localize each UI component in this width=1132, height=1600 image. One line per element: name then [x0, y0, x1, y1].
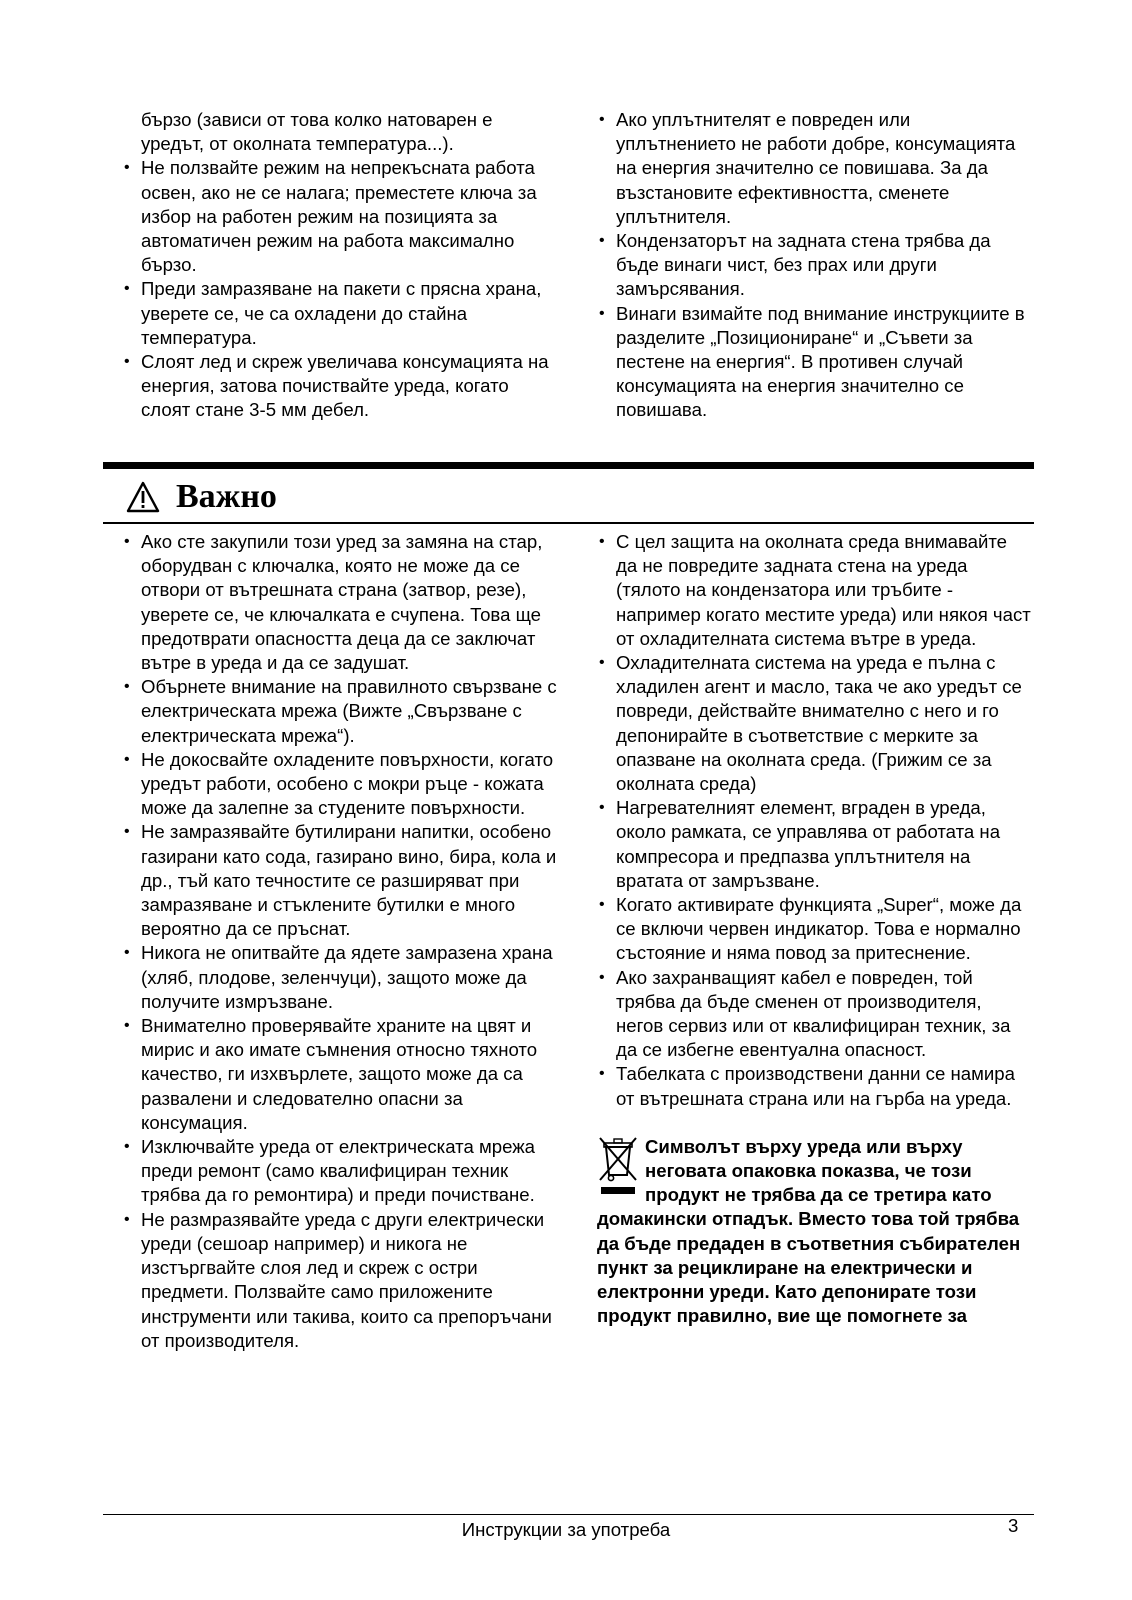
- page-number: 3: [1008, 1515, 1019, 1536]
- weee-text: Символът върху уреда или върху неговата опаковка показва, че този продукт не трябва да се третира като домакински отпадък. Вместо това той трябва да бъде предаден в съответния събирателен пункт за рециклиране на електрически и електронни уреди. Като депонирате този продукт правилно, вие ще помогнете за: [597, 1135, 1021, 1327]
- list-item: • Кондензаторът на задната стена трябва да бъде винаги чист, без прах или други замърсявания.: [597, 229, 1032, 302]
- section-title: Важно: [176, 478, 277, 515]
- top-right-column: [597, 108, 1032, 423]
- important-left-column: [122, 530, 557, 1353]
- footer-title: Инструкции за употреба: [461, 1519, 671, 1540]
- tips-list: [597, 108, 1032, 423]
- list-item: • Слоят лед и скреж увеличава консумацията на енергия, затова почиствайте уреда, когато слоят стане 3-5 мм дебел.: [122, 350, 557, 423]
- list-item: • Внимателно проверявайте храните на цвят и мирис и ако имате съмнения относно тяхното качество, ги изхвърлете, защото може да са развалени и следователно опасни за консумация.: [122, 1014, 557, 1135]
- section-bottom-rule: [103, 522, 1034, 524]
- warning-triangle-icon: [126, 481, 160, 513]
- list-item: • Не ползвайте режим на непрекъсната работа освен, ако не се налага; преместете ключа за избор на работен режим на позицията за автоматичен режим на работа максимално бързо.: [122, 156, 557, 277]
- list-item: • Охладителната система на уреда е пълна с хладилен агент и масло, така че ако уредът се повреди, действайте внимателно с него и го депонирайте в съответствие с мерките за опазване на околната среда. (Грижим се за околната среда): [597, 651, 1032, 796]
- list-item: • Ако захранващият кабел е повреден, той трябва да бъде сменен от производителя, негов сервиз или от квалифициран техник, за да се избегне евентуална опасност.: [597, 966, 1032, 1063]
- section-heading: [126, 474, 277, 520]
- list-item: • Изключвайте уреда от електрическата мрежа преди ремонт (само квалифициран техник трябва да го ремонтира) и преди почистване.: [122, 1135, 557, 1208]
- list-item: • Преди замразяване на пакети с прясна храна, уверете се, че са охладени до стайна температура.: [122, 277, 557, 350]
- list-item: • Нагревателният елемент, вграден в уреда, около рамката, се управлява от работата на компресора и предпазва уплътнителя на вратата от замръзване.: [597, 796, 1032, 893]
- crossed-out-wheelie-bin-icon: [597, 1135, 639, 1197]
- weee-notice: [597, 1135, 1032, 1329]
- list-item: • Ако уплътнителят е повреден или уплътнението не работи добре, консумацията на енергия значително се повишава. За да възстановите ефективността, сменете уплътнителя.: [597, 108, 1032, 229]
- list-item: • Обърнете внимание на правилното свързване с електрическата мрежа (Вижте „Свързване с електрическата мрежа“).: [122, 675, 557, 748]
- list-item: • С цел защита на околната среда внимавайте да не повредите задната стена на уреда (тялото на кондензатора или тръбите - например когато местите уреда) или някоя част от охладителната система вътре в уреда.: [597, 530, 1032, 651]
- list-item: • Не замразявайте бутилирани напитки, особено газирани като сода, газирано вино, бира, кола и др., тъй като течностите се разширяват при замразяване и стъклените бутилки е много вероятно да се пръснат.: [122, 820, 557, 941]
- important-right-column: [597, 530, 1032, 1329]
- tips-list: [122, 156, 557, 422]
- safety-list: [122, 530, 557, 1353]
- footer-rule: [103, 1514, 1034, 1515]
- list-item: • Никога не опитвайте да ядете замразена храна (хляб, плодове, зеленчуци), защото може да получите измръзване.: [122, 941, 557, 1014]
- list-item: • Не докосвайте охладените повърхности, когато уредът работи, особено с мокри ръце - кожата може да залепне за студените повърхности.: [122, 748, 557, 821]
- list-item: • Ако сте закупили този уред за замяна на стар, оборудван с ключалка, която не може да се отвори от вътрешната страна (затвор, резе), уверете се, че ключалката е счупена. Това ще предотврати опасността деца да се заключат вътре в уреда и да се задушат.: [122, 530, 557, 675]
- list-item: • Когато активирате функцията „Super“, може да се включи червен индикатор. Това е нормално състояние и няма повод за притеснение.: [597, 893, 1032, 966]
- list-item: • Винаги взимайте под внимание инструкциите в разделите „Позициониране“ и „Съвети за пестене на енергия“. В противен случай консумацията на енергия значително се повишава.: [597, 302, 1032, 423]
- continued-paragraph: бързо (зависи от това колко натоварен е уредът, от околната температура...).: [141, 109, 493, 155]
- top-left-column: [122, 108, 557, 423]
- list-item: • Табелката с производствени данни се намира от вътрешната страна или на гърба на уреда.: [597, 1062, 1032, 1110]
- section-top-rule: [103, 462, 1034, 469]
- list-item: • Не размразявайте уреда с други електрически уреди (сешоар например) и никога не изстъргвайте слоя лед и скреж с остри предмети. Ползвайте само приложените инструменти или такива, които са препоръчани от производителя.: [122, 1208, 557, 1353]
- safety-list: [597, 530, 1032, 1111]
